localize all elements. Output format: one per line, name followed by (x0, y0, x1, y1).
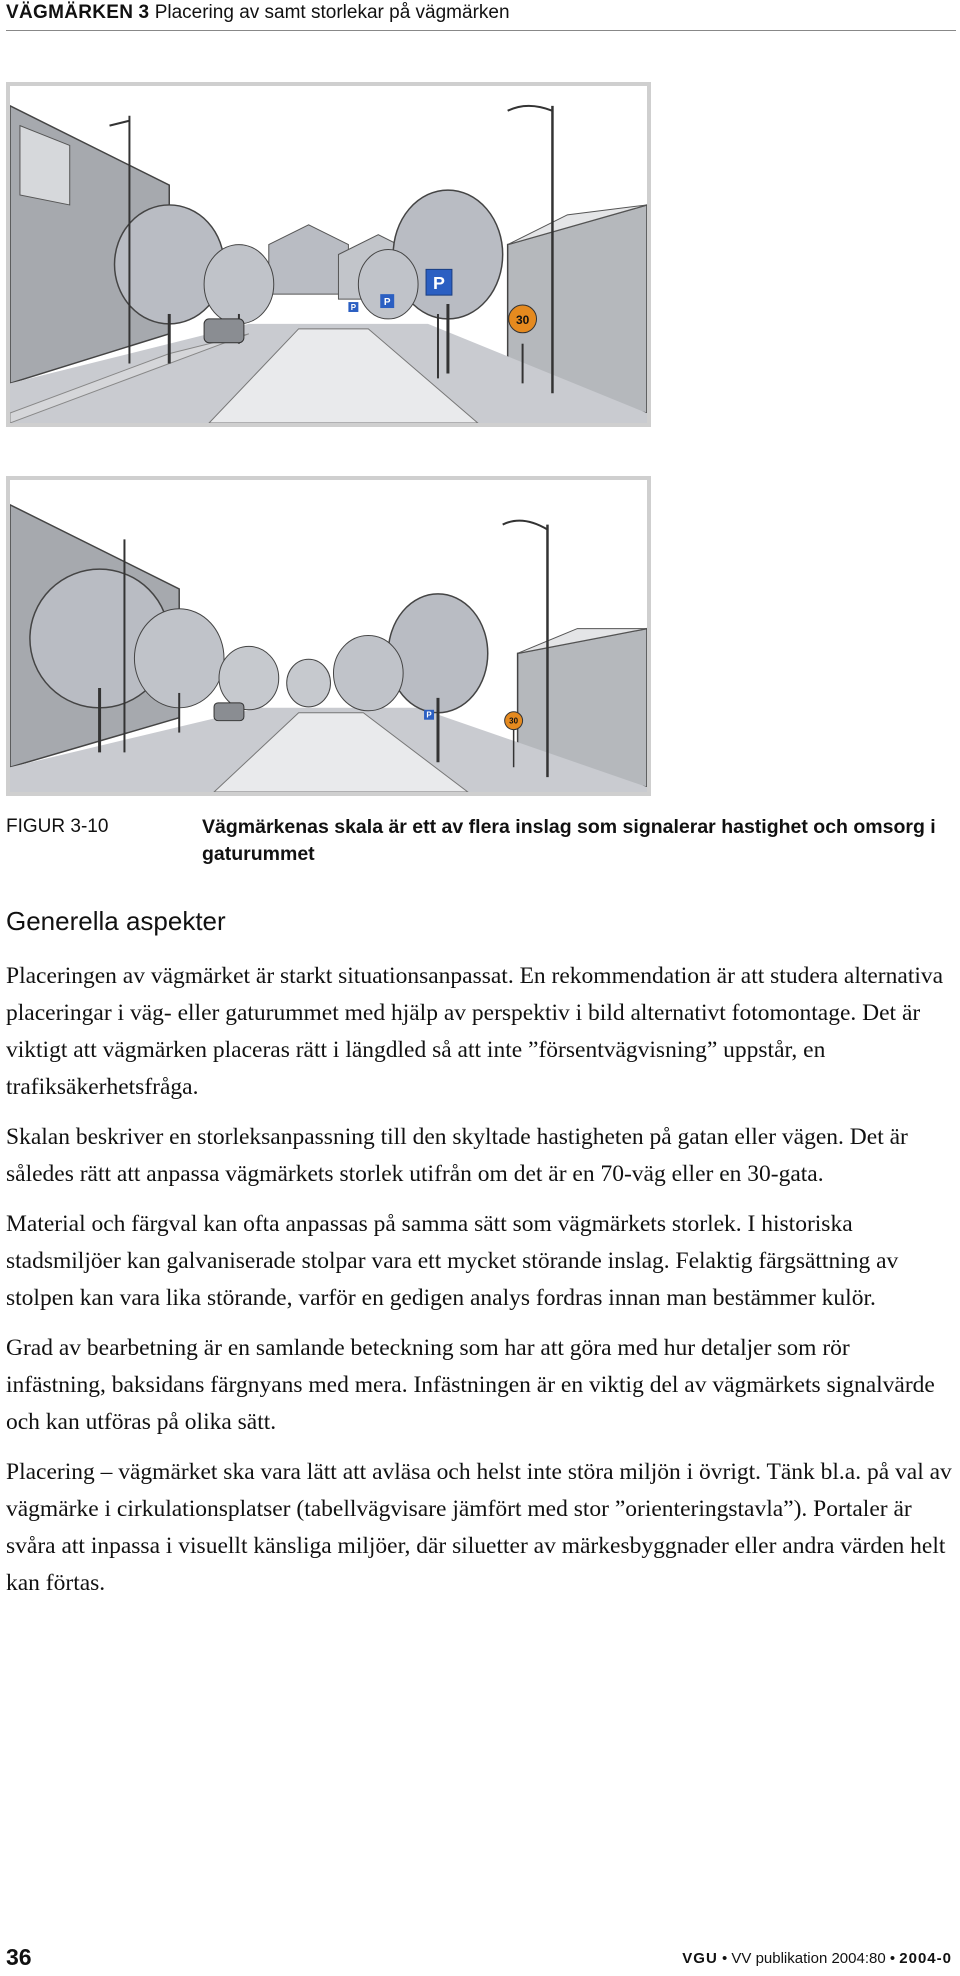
section-heading: Generella aspekter (6, 906, 226, 936)
figure-caption: Vägmärkenas skala är ett av flera inslag som signalerar hastighet och omsorg i gaturummet (202, 816, 936, 865)
paragraph: Grad av bearbetning är en samlande beteckning som har att göra med hur detaljer som rör infästning, baksidans färgnyans med mera. Infästningen är en viktig del av vägmärkets signalvärde och kan utföras på olika sätt. (6, 1335, 935, 1435)
header-chapter-number: 3 (138, 2, 150, 23)
footer-publication-id: VV publikation 2004:80 (731, 1950, 886, 1967)
paragraph: Placering – vägmärket ska vara lätt att avläsa och helst inte störa miljön i övrigt. Tänk bl.a. på val av vägmärke i cirkulationsplatser (tabellvägvisare jämfört med stor ”orienteringstavla”). Portaler är svåra att inpassa i visuellt känsliga miljöer, där siluetter av märkesbyggnader eller andra värden helt kan förtas. (6, 1459, 952, 1596)
page-footer (6, 1944, 952, 1970)
paragraph: Skalan beskriver en storleksanpassning till den skyltade hastigheten på gatan eller vägen. Det är således rätt att anpassa vägmärkets storlek utifrån om det är en 70-väg eller en 30-gata. (6, 1124, 908, 1187)
footer-publication: VGU • VV publikation 2004:80 • 2004-0 (682, 1950, 952, 1967)
parking-sign-large: P (433, 273, 445, 294)
parking-sign-small: P (426, 710, 432, 720)
footer-edition: 2004-0 (899, 1950, 952, 1967)
footer-brand: VGU (682, 1950, 718, 1967)
paragraph: Material och färgval kan ofta anpassas på samma sätt som vägmärkets storlek. I historiska stadsmiljöer kan galvaniserade stolpar vara ett mycket störande inslag. Felaktig färgsättning av stolpen kan vara lika störande, varför en gedigen analys fordras innan man bestämmer kulör. (6, 1211, 899, 1311)
speed-sign-30-large: 30 (515, 312, 530, 327)
parking-sign-mid: P (383, 297, 391, 309)
parking-sign-far: P (350, 303, 357, 313)
paragraph: Placeringen av vägmärket är starkt situationsanpassat. En rekommendation är att studera alternativa placeringar i väg- eller gaturummet med hjälp av perspektiv i bild alternativt fotomontage. Det är viktigt att vägmärken placeras rätt i längdled så att inte ”försentvägvisning” uppstår, en trafiksäkerhetsfråga. (6, 963, 944, 1100)
street-illustration-small-signs (6, 476, 651, 796)
running-header (6, 2, 956, 31)
page-number: 36 (6, 1944, 32, 1970)
speed-sign-30-small: 30 (509, 716, 519, 726)
street-sketch-top (10, 86, 647, 423)
street-sketch-bottom (10, 480, 647, 792)
body-text (6, 958, 952, 1615)
figure-label: FIGUR 3-10 (6, 816, 109, 837)
header-chapter-title: Placering av samt storlekar på vägmärken (154, 2, 510, 23)
header-section: VÄGMÄRKEN (6, 2, 134, 23)
street-illustration-large-signs (6, 82, 651, 427)
